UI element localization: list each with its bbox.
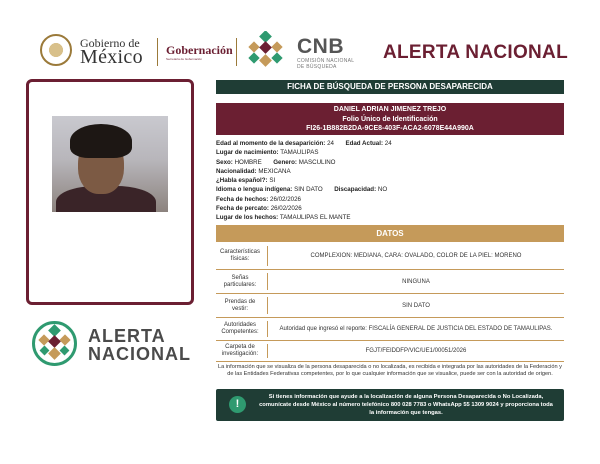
- table-row: [216, 341, 564, 362]
- lugar-nacimiento-value: TAMAULIPAS: [280, 149, 319, 157]
- fact-row: [216, 213, 564, 222]
- person-facts: [216, 139, 564, 223]
- fecha-percato-label: Fecha de percato:: [216, 205, 269, 213]
- discapacidad-value: NO: [377, 186, 388, 194]
- exclamation-icon: !: [229, 396, 246, 413]
- row-value: FGJT/FEIDDFP/VIC/UE1/00051/2026: [365, 348, 467, 354]
- photo-frame: [26, 79, 194, 305]
- genero-label: Genero:: [273, 158, 297, 166]
- fecha-hechos-value: 26/02/2026: [270, 195, 301, 203]
- cnb-subtitle-line1: COMISIÓN NACIONAL: [297, 58, 355, 64]
- fact-row: [216, 167, 564, 176]
- info-disclaimer: La información que se visualiza de la persona desaparecida o no localizada, es recibida e integrada por las autoridades de la Federación y de las Entidades Federativas competentes, por lo que cualquier información que se visualice, puede ser con la autoridad de origen.: [218, 364, 562, 378]
- ficha-title: FICHA DE BÚSQUEDA DE PERSONA DESAPARECIDA: [216, 80, 564, 94]
- sexo-value: HOMBRE: [234, 158, 262, 166]
- alerta-nacional-line1: ALERTA: [88, 326, 166, 346]
- alerta-nacional-logo-icon: [32, 321, 77, 366]
- fact-row: [216, 195, 564, 204]
- discapacidad-label: Discapacidad:: [334, 186, 377, 194]
- person-photo: [52, 116, 168, 212]
- table-row: [216, 243, 564, 270]
- gobierno-line1: Gobierno de: [80, 36, 140, 50]
- row-label: Carpeta de investigación:: [221, 344, 259, 357]
- idioma-value: SIN DATO: [294, 186, 323, 194]
- header: [0, 0, 600, 76]
- header-divider: [236, 38, 237, 66]
- fact-row: [216, 148, 564, 157]
- table-row: [216, 270, 564, 294]
- row-value: Autoridad que ingresó el reporte: FISCALÍA GENERAL DE JUSTICIA DEL ESTADO DE TAMAULIPAS.: [279, 326, 553, 332]
- identity-box: [216, 103, 564, 135]
- habla-espanol-label: ¿Habla español?:: [216, 177, 268, 185]
- fecha-hechos-label: Fecha de hechos:: [216, 195, 269, 203]
- cnb-logo-icon: [246, 31, 286, 71]
- lugar-hechos-value: TAMAULIPAS EL MANTE: [279, 214, 351, 222]
- folio-label: Folio Único de Identificación: [342, 115, 438, 123]
- gobernacion-sub-label: Secretaría de Gobernación: [166, 57, 203, 61]
- table-row: [216, 318, 564, 341]
- alerta-nacional-line2: NACIONAL: [88, 344, 191, 364]
- edad-desaparicion-value: 24: [327, 140, 334, 147]
- row-label: Características físicas:: [219, 249, 260, 262]
- row-label: Prendas de vestir:: [224, 298, 256, 312]
- edad-actual-label: Edad Actual:: [345, 140, 384, 147]
- datos-table: [216, 243, 564, 362]
- coat-of-arms-icon: [40, 34, 72, 66]
- gobernacion-label: Gobernación: [166, 43, 233, 57]
- fact-row: [216, 139, 564, 148]
- nacionalidad-value: MEXICANA: [258, 167, 291, 175]
- edad-actual-value: 24: [384, 140, 392, 147]
- gobierno-line2: México: [80, 46, 143, 68]
- cnb-subtitle-line2: DE BÚSQUEDA: [297, 64, 337, 70]
- photo-hair: [70, 124, 132, 158]
- sexo-label: Sexo:: [216, 158, 233, 166]
- edad-desaparicion-label: Edad al momento de la desaparición:: [216, 140, 326, 147]
- idioma-label: Idioma o lengua indígena:: [216, 186, 293, 194]
- fact-row: [216, 185, 564, 194]
- help-banner: [216, 389, 564, 421]
- row-label: Autoridades Competentes:: [221, 322, 259, 335]
- header-divider: [157, 38, 158, 66]
- table-row: [216, 294, 564, 318]
- nacionalidad-label: Nacionalidad:: [216, 167, 257, 175]
- lugar-nacimiento-label: Lugar de nacimiento:: [216, 149, 279, 157]
- genero-value: MASCULINO: [298, 158, 336, 166]
- cnb-subtitle: [297, 58, 354, 70]
- person-name: DANIEL ADRIAN JIMENEZ TREJO: [333, 106, 447, 113]
- cnb-label: CNB: [297, 35, 344, 58]
- lugar-hechos-label: Lugar de los hechos:: [216, 214, 279, 222]
- row-value: COMPLEXION: MEDIANA, CARA: OVALADO, COLOR DE LA PIEL: MORENO: [310, 253, 522, 259]
- alert-title: ALERTA NACIONAL: [383, 42, 568, 63]
- datos-header: DATOS: [216, 225, 564, 242]
- fact-row: [216, 176, 564, 185]
- row-label: Señas particulares:: [223, 274, 257, 288]
- row-value: SIN DATO: [402, 302, 430, 309]
- fact-row: [216, 204, 564, 213]
- fecha-percato-value: 26/02/2026: [270, 205, 302, 213]
- folio-value: FI26-1B882B2DA-9CE8-403F-ACA2-6078E44A990A: [306, 125, 474, 132]
- habla-espanol-value: SI: [269, 177, 276, 185]
- fact-row: [216, 158, 564, 167]
- row-value: NINGUNA: [402, 278, 430, 285]
- help-text: Si tienes información que ayude a la localización de alguna Persona Desaparecida o No Localizada, comunícate desde México al número telefónico 800 028 7783 o WhatsApp 55 1309 9024 y proporciona toda la información que tengas.: [259, 394, 553, 416]
